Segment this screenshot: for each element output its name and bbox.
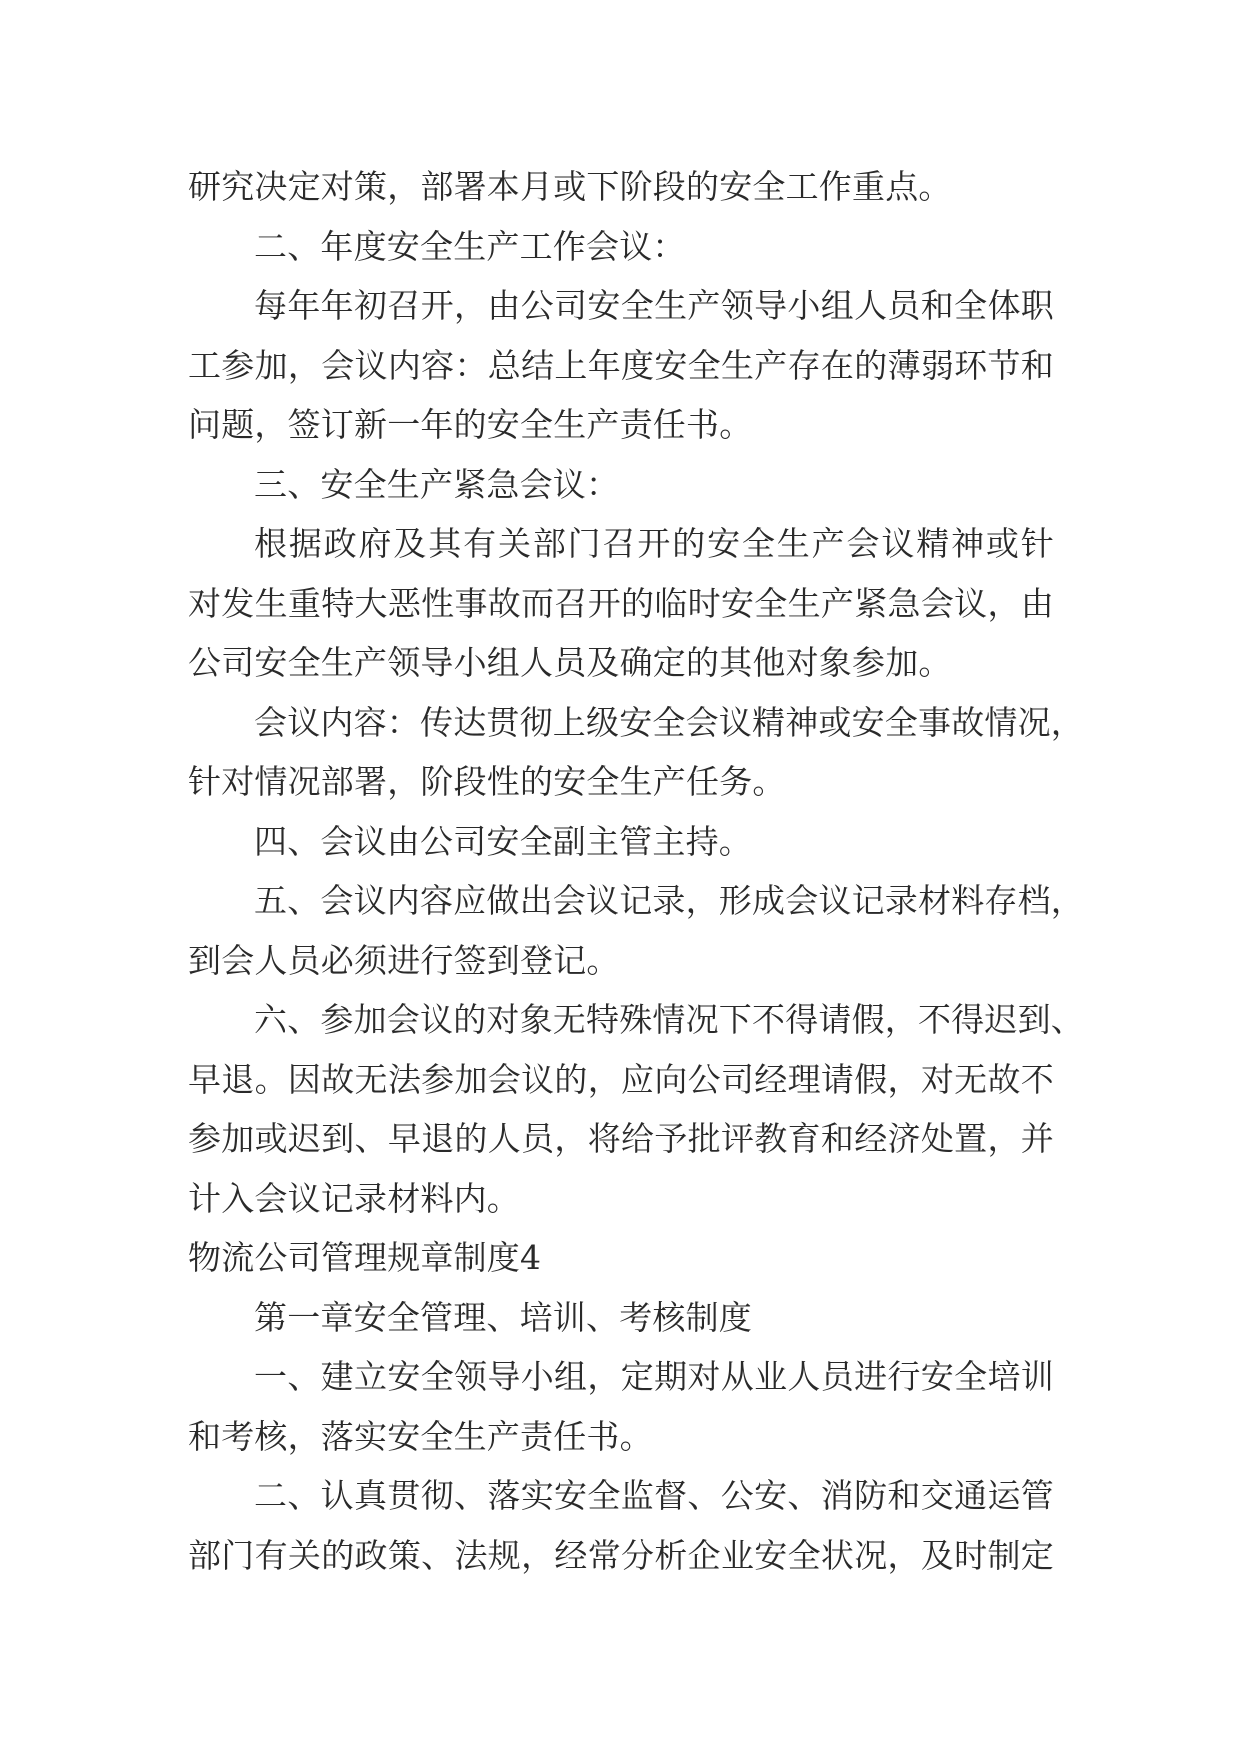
chapter-heading: 第一章安全管理、培训、考核制度 [254,1297,752,1337]
document-title: 物流公司管理规章制度4 [188,1238,542,1277]
text-line: 二、认真贯彻、落实安全监督、公安、消防和交通运管 [254,1476,1054,1515]
document-body [188,157,1084,1585]
text-line: 参加或迟到、早退的人员，将给予批评教育和经济处置，并 [188,1119,1054,1158]
text-line: 工参加，会议内容：总结上年度安全生产存在的薄弱环节和 [188,345,1054,385]
text-line: 针对情况部署，阶段性的安全生产任务。 [188,762,786,801]
text-line: 四、会议由公司安全副主管主持。 [254,821,752,861]
text-line: 到会人员必须进行签到登记。 [188,940,620,980]
text-line: 早退。因故无法参加会议的，应向公司经理请假，对无故不 [188,1059,1054,1099]
section-heading: 三、安全生产紧急会议： [254,464,620,504]
section-heading: 二、年度安全生产工作会议： [254,226,686,266]
text-line: 六、参加会议的对象无特殊情况下不得请假，不得迟到、 [254,1000,1084,1039]
text-line: 研究决定对策，部署本月或下阶段的安全工作重点。 [188,167,952,206]
text-line: 根据政府及其有关部门召开的安全生产会议精神或针 [254,524,1054,563]
text-line: 对发生重特大恶性事故而召开的临时安全生产紧急会议，由 [188,583,1054,623]
text-line: 会议内容：传达贯彻上级安全会议精神或安全事故情况， [254,702,1084,742]
text-line: 问题，签订新一年的安全生产责任书。 [188,405,753,444]
text-line: 部门有关的政策、法规，经常分析企业安全状况，及时制定 [188,1535,1054,1575]
text-line: 和考核，落实安全生产责任书。 [188,1416,653,1456]
text-line: 每年年初召开，由公司安全生产领导小组人员和全体职 [254,286,1054,325]
text-line: 公司安全生产领导小组人员及确定的其他对象参加。 [188,643,952,682]
text-line: 计入会议记录材料内。 [188,1178,520,1218]
text-line: 一、建立安全领导小组，定期对从业人员进行安全培训 [254,1357,1054,1396]
text-line: 五、会议内容应做出会议记录，形成会议记录材料存档， [254,881,1084,920]
